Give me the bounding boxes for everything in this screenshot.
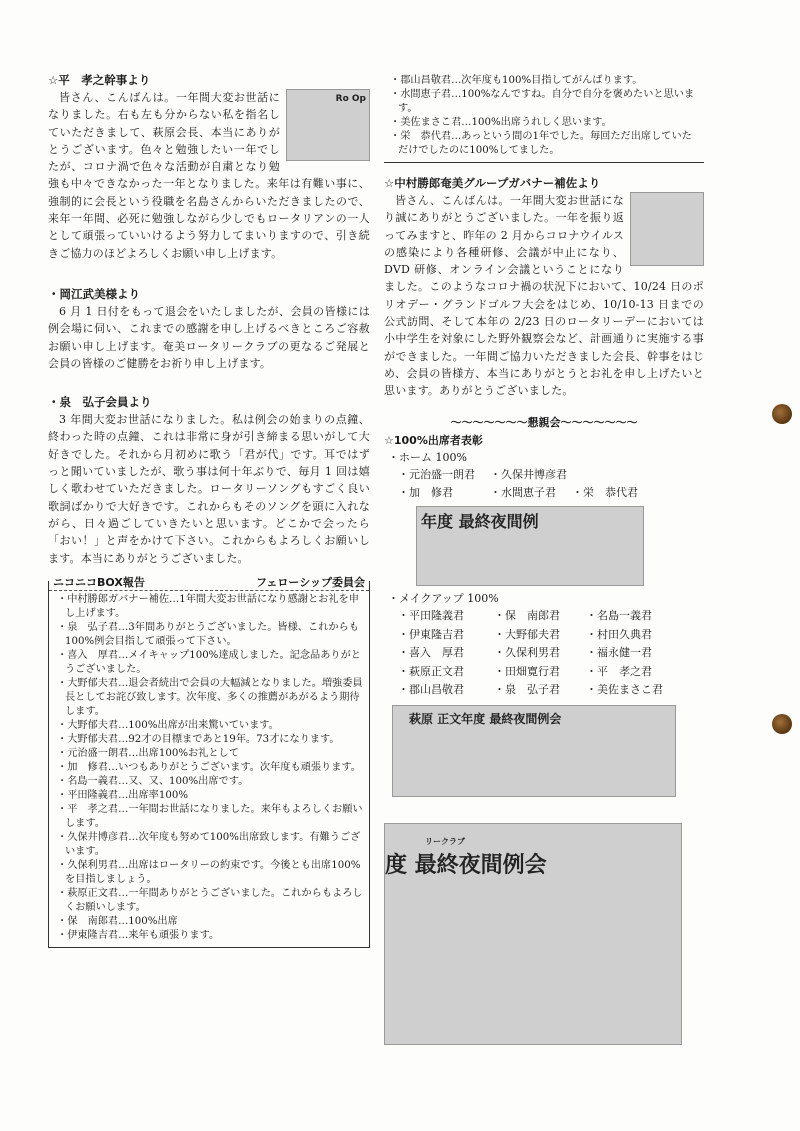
izumi-section [48,394,370,567]
nakamura-heading: ☆中村勝郎奄美グループガバナー補佐より [384,176,601,190]
member-name: ・ 喜入 厚君 [398,644,494,662]
nico-list [57,593,363,943]
izumi-heading: ・泉 弘子会員より [48,395,152,410]
nico-item: ・ 加 修君…いつもありがとうございます。次年度も頑張ります。 [57,761,363,775]
group-photo-makeup [392,705,676,797]
okae-section [48,286,370,372]
nico-item: ・ 喜入 厚君…メイキャップ100%達成しました。記念品ありがとうございました。 [57,649,363,677]
nico-box-title: ニコニコBOX報告 [53,575,145,589]
member-name: ・ 保 南郎君 [494,607,586,625]
nico-item: ・ 美佐まさこ君…100%出席うれしく思います。 [390,116,698,130]
nico-item: ・ 大野郁夫君…92才の目標まであと19年。73才になります。 [57,733,363,747]
member-name: ・ 村田久典君 [586,626,684,644]
nico-item: ・ 久保利男君…出席はロータリーの約束です。今後とも出席100%を目指しましょう。 [57,859,363,887]
nico-item: ・ 元治盛一朗君…出席100%お礼として [57,747,363,761]
banner-text-3-small: リークラブ [425,837,465,847]
member-name: ・ 福永健一君 [586,644,684,662]
izumi-text: 3 年間大変お世話になりました。私は例会の始まりの点鐘、終わった時の点鐘、これは非常に身が引き締まる思いがして大好きでした。それから月初めに歌う「君が代」です。耳ではずっと聞いていましたが、歌う事は何十年ぶりで、毎月 1 回は嬉しく歌わせていただきました。ロータリーソングもすごく良い歌詞ばかりで大好きです。これからもそのソングを頭に入れながら、日々過ごしていきたいと思います。どこかで会ったら「おい！」と声をかけて下さい。これからもよろしくお願いします。本当にありがとうございました。 [48,413,370,565]
nico-item: ・ 保 南郎君…100%出席 [57,915,363,929]
member-name: ・ 大野郁夫君 [494,626,586,644]
binder-hole-top [772,404,792,424]
banner-text-1: 年度 最終夜間例 [421,512,539,532]
member-name: ・ 水間恵子君 [490,484,572,502]
member-name: ・ 久保井博彦君 [490,466,572,484]
taira-text: 皆さん、こんばんは。一年間大変お世話になりました。右も左も分からない私を指名していただきまして、萩原会長、本当にありがとうございます。色々と勉強したい一年でしたが、コロナ渦で色々な活動が自粛となり勉強も中々できなかった一年となりました。来年は有難い事に、強制的に会長という役職を名島さんからいただきましたので、来年一年間、必死に勉強しながら少しでもロータリアンの一人として頑張っていいけるよう努力してまいりますので、引き続きご協力のほどよろしくお願い申し上げます。 [48,91,370,260]
konshinkai-heading: ～～～～～～～懇親会～～～～～～～ [450,415,638,429]
nico-item: ・ 伊東隆吉君…来年も頑張ります。 [57,929,363,943]
member-name: ・ 田畑寛行君 [494,663,586,681]
party-collage-photo [384,823,682,1045]
nico-box-header [49,576,369,591]
member-name: ・ 平田隆義君 [398,607,494,625]
banner-text-3: 度 最終夜間例会 [385,853,547,879]
nico-item: ・ 久保井博彦君…次年度も努めて100%出席致します。有難うございます。 [57,831,363,859]
taira-photo [286,89,370,161]
taira-heading: ☆平 孝之幹事より [48,73,151,87]
group-photo-home [416,506,644,586]
nico-item: ・ 泉 弘子君…3年間ありがとうございました。皆様、これからも100%例会目指して頑張って下さい。 [57,621,363,649]
okae-text: 6 月 1 日付をもって退会をいたしましたが、会員の皆様には例会場に伺い、これまでの感謝を申し上げるべきところご容赦お願い申し上げます。奄美ロータリークラブの更なるご発展と会員の皆様のご健勝をお祈り申し上げます。 [48,304,370,370]
nico-item: ・ 名島一義君…又、又、100%出席です。 [57,775,363,789]
member-name: ・ 久保利男君 [494,644,586,662]
makeup-names [398,607,704,699]
banner-text-2: 萩原 正文年度 最終夜間例会 [409,712,562,727]
nico-item: ・ 萩原正文君…一年間ありがとうございました。これからもよろしくお願いします。 [57,887,363,915]
nakamura-section [384,175,704,400]
member-name: ・ 名島一義君 [586,607,684,625]
nico-item: ・ 大野郁夫君…100%出席が出来驚いています。 [57,719,363,733]
nico-continued-list [384,72,704,163]
nakamura-text: 皆さん、こんばんは。一年間大変お世話になり誠にありがとうございました。一年を振り返ってみますと、昨年の 2 月からコロナウイルスの感染により各種研修、会議が中止になり、DVD 研修、オンライン会議ということになりました。このようなコロナ禍の状況下において、10/24 日のポリオデー・グランドゴルフ大会をはじめ、10/10-13 日までの公式訪問、そして本年の 2/23 日のロータリーデーにおいては小中学生を対象にした野外観察会など、計画通りに実施する事ができました。一年間ご協力いただきました会長、幹事をはじめ、会員の皆様方、本当にありがとうとお礼を申し上げたいと思います。ありがとうございました。 [384,194,704,398]
nico-item: ・ 中村勝郎ガバナー補佐…1年間大変お世話になり感謝とお礼を申し上げます。 [57,593,363,621]
member-name: ・ 加 修君 [398,484,490,502]
right-column [384,72,704,1045]
taira-photo-caption: Ro Op [335,94,366,104]
makeup-label: ・メイクアップ 100% [388,592,499,606]
nico-item: ・ 大野郁夫君…退会者続出で会員の大幅減となりました。増強委員長としてお詫び致します。次年度、多くの推薦があがるよう期待します。 [57,677,363,719]
attendance-heading: ☆100%出席者表彰 [384,433,483,447]
nico-item: ・ 栄 恭代君…あっという間の1年でした。毎回ただ出席していただけでしたのに100%してました。 [390,130,698,158]
member-name: ・ 郡山昌敬君 [398,681,494,699]
member-name: ・ 栄 恭代君 [572,484,682,502]
nico-box [48,575,370,948]
nico-item: ・ 水間恵子君…100%なんですね。自分で自分を褒めたいと思います。 [390,88,698,116]
nico-box-committee: フェローシップ委員会 [255,575,365,589]
member-name: ・ 伊東隆吉君 [398,626,494,644]
member-name: ・ 美佐まさこ君 [586,681,684,699]
nico-item: ・ 平 孝之君…一年間お世話になりました。来年もよろしくお願いします。 [57,803,363,831]
home-names [398,466,704,503]
nico-item: ・ 平田隆義君…出席率100% [57,789,363,803]
member-name: ・ 平 孝之君 [586,663,684,681]
left-column [48,72,370,948]
member-name: ・ 元治盛一朗君 [398,466,490,484]
okae-heading: ・岡江武美様より [48,286,140,301]
member-name: ・ 泉 弘子君 [494,681,586,699]
nico-item: ・ 郡山昌敬君…次年度も100%目指してがんばります。 [390,74,698,88]
nakamura-photo [630,192,704,266]
home-label: ・ホーム 100% [388,450,467,464]
taira-section [48,72,370,262]
member-name: ・ 萩原正文君 [398,663,494,681]
binder-hole-bottom [772,714,792,734]
